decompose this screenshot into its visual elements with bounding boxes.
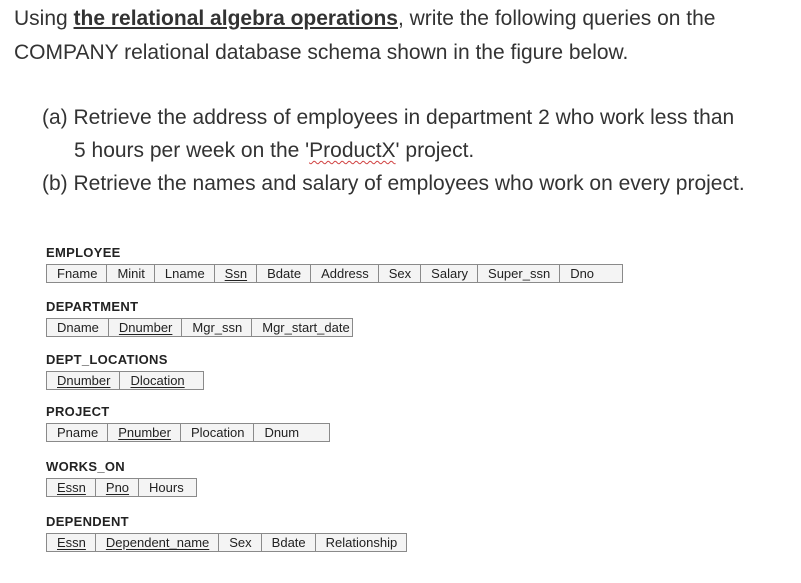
relational-algebra-link[interactable]: the relational algebra operations: [73, 7, 398, 30]
attr-essn-key: [47, 479, 95, 496]
attr-bdate: Bdate: [261, 534, 315, 551]
dependent-relation: [46, 514, 407, 552]
intro-paragraph: [14, 2, 794, 70]
attr-hours: Hours: [138, 479, 196, 496]
dept-locations-relation: [46, 352, 204, 390]
works-on-relation: [46, 459, 197, 497]
key-essn: Essn: [57, 480, 86, 495]
question-b: (b) Retrieve the names and salary of employees who work on every project.: [42, 172, 745, 195]
key-dnumber: Dnumber: [118, 320, 173, 335]
intro-line-2: COMPANY relational database schema shown in the figure below.: [14, 41, 629, 64]
key-ssn: Ssn: [224, 266, 248, 281]
question-list: [42, 101, 792, 200]
project-relation: [46, 404, 330, 442]
attr-dnumber-key: [47, 372, 119, 389]
project-table-name: PROJECT: [46, 404, 110, 419]
intro-pre: Using: [14, 7, 74, 30]
attr-plocation: Plocation: [180, 424, 253, 441]
key-dlocation: Dlocation: [130, 373, 185, 388]
works-on-table-name: WORKS_ON: [46, 459, 125, 474]
attr-salary: Salary: [420, 265, 477, 282]
attr-address: Address: [310, 265, 378, 282]
key-dependent-name: Dependent_name: [105, 535, 210, 550]
attr-dnum: Dnum: [253, 424, 329, 441]
attr-bdate: Bdate: [256, 265, 310, 282]
attr-dependent-name-key: [95, 534, 218, 551]
attr-relationship: Relationship: [315, 534, 407, 551]
attr-mgr-ssn: Mgr_ssn: [181, 319, 251, 336]
attr-dname: Dname: [57, 320, 99, 335]
attr-dno: Dno: [559, 265, 622, 282]
department-relation: [46, 299, 353, 337]
dependent-table-name: DEPENDENT: [46, 514, 129, 529]
key-pnumber: Pnumber: [118, 425, 171, 440]
works-on-attributes: [46, 478, 197, 497]
attr-lname: Lname: [154, 265, 214, 282]
department-attributes: [46, 318, 353, 337]
attr-minit: Minit: [106, 265, 153, 282]
attr-ssn-key: [214, 265, 256, 282]
attr-fname: Fname: [57, 266, 98, 281]
question-a-line-2: [42, 134, 792, 167]
attr-sex: Sex: [378, 265, 420, 282]
question-a-line-2-post: ' project.: [395, 139, 475, 162]
attr-pname: Pname: [57, 425, 99, 440]
question-a-line-2-pre: 5 hours per week on the ': [74, 139, 310, 162]
attr-mgr-start-date: Mgr_start_date: [251, 319, 351, 336]
productx-spellcheck-word: ProductX: [309, 139, 396, 162]
key-essn: Essn: [57, 535, 86, 550]
attr-dlocation-key: [119, 372, 202, 389]
question-a-line-1: (a) Retrieve the address of employees in department 2 who work less than: [42, 106, 735, 129]
attr-pno-key: [95, 479, 138, 496]
dependent-attributes: [46, 533, 407, 552]
attr-sex: Sex: [218, 534, 260, 551]
key-pno: Pno: [105, 480, 130, 495]
employee-table-name: EMPLOYEE: [46, 245, 121, 260]
attr-essn-key: [47, 534, 95, 551]
employee-attributes: [46, 264, 623, 283]
intro-line-1: [14, 2, 794, 36]
intro-post: , write the following queries on the: [397, 7, 716, 30]
attr-super-ssn: Super_ssn: [477, 265, 559, 282]
department-table-name: DEPARTMENT: [46, 299, 139, 314]
attr-dnumber-key: [108, 319, 181, 336]
key-dnumber: Dnumber: [57, 373, 111, 388]
dept-locations-attributes: [46, 371, 204, 390]
project-attributes: [46, 423, 330, 442]
employee-relation: [46, 245, 623, 283]
attr-pnumber-key: [107, 424, 180, 441]
dept-locations-table-name: DEPT_LOCATIONS: [46, 352, 168, 367]
